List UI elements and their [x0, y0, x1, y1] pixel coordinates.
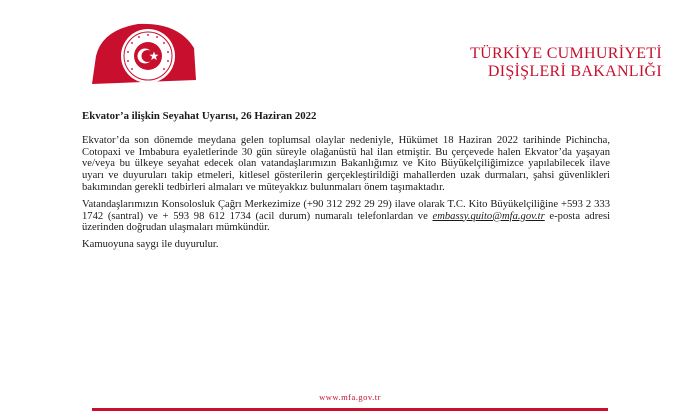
- ministry-name-line2: DIŞİŞLERİ BAKANLIĞI: [487, 63, 662, 80]
- ministry-name: [470, 45, 662, 81]
- document-body: [82, 111, 610, 256]
- paragraph-contact: [82, 199, 610, 234]
- contact-text-after: e-posta adresi üzerinden doğrudan ulaşmaları mümkündür.: [82, 210, 611, 234]
- footer-divider: [92, 408, 608, 411]
- footer-website-link[interactable]: www.mfa.gov.tr: [319, 392, 381, 402]
- contact-text-before: Vatandaşlarımızın Konsolosluk Çağrı Merkezimize (+90 312 292 29 29) ilave olarak T.C. Kito Büyükelçiliğine +593 2 333 1742 (santral) ve + 593 98 612 1734 (acil durum) numaralı telefonlardan ve: [82, 198, 610, 222]
- document-title: Ekvator’a ilişkin Seyahat Uyarısı, 26 Haziran 2022: [82, 110, 317, 122]
- ministry-name-line1: TÜRKİYE CUMHURİYETİ: [470, 45, 662, 62]
- ministry-emblem-icon: [92, 22, 196, 94]
- closing-statement: Kamuoyuna saygı ile duyurulur.: [82, 239, 219, 251]
- embassy-email-link[interactable]: embassy.quito@mfa.gov.tr: [432, 210, 545, 222]
- paragraph-advisory: Ekvator’da son dönemde meydana gelen toplumsal olaylar nedeniyle, Hükümet 18 Haziran 2022 tarihinde Pichincha, Cotopaxi ve Imbabura eyaletlerinde 30 gün süreyle olağanüstü hal ilan etmiştir. Bu çerçevede halen Ekvator’da yaşayan ve/veya bu ülkeye seyahat edecek olan vatandaşlarımızın Bakanlığımız ve Kito Büyükelçiliğimizce yapılabilecek ilave uyarı ve duyuruları takip etmeleri, kitlesel gösterilerin gerçekleştirildiği mahallerden uzak durmaları, şahsi güvenlikleri bakımından gerekli tedbirleri almaları ve müteyakkız bulunmaları önem taşımaktadır.: [82, 134, 610, 193]
